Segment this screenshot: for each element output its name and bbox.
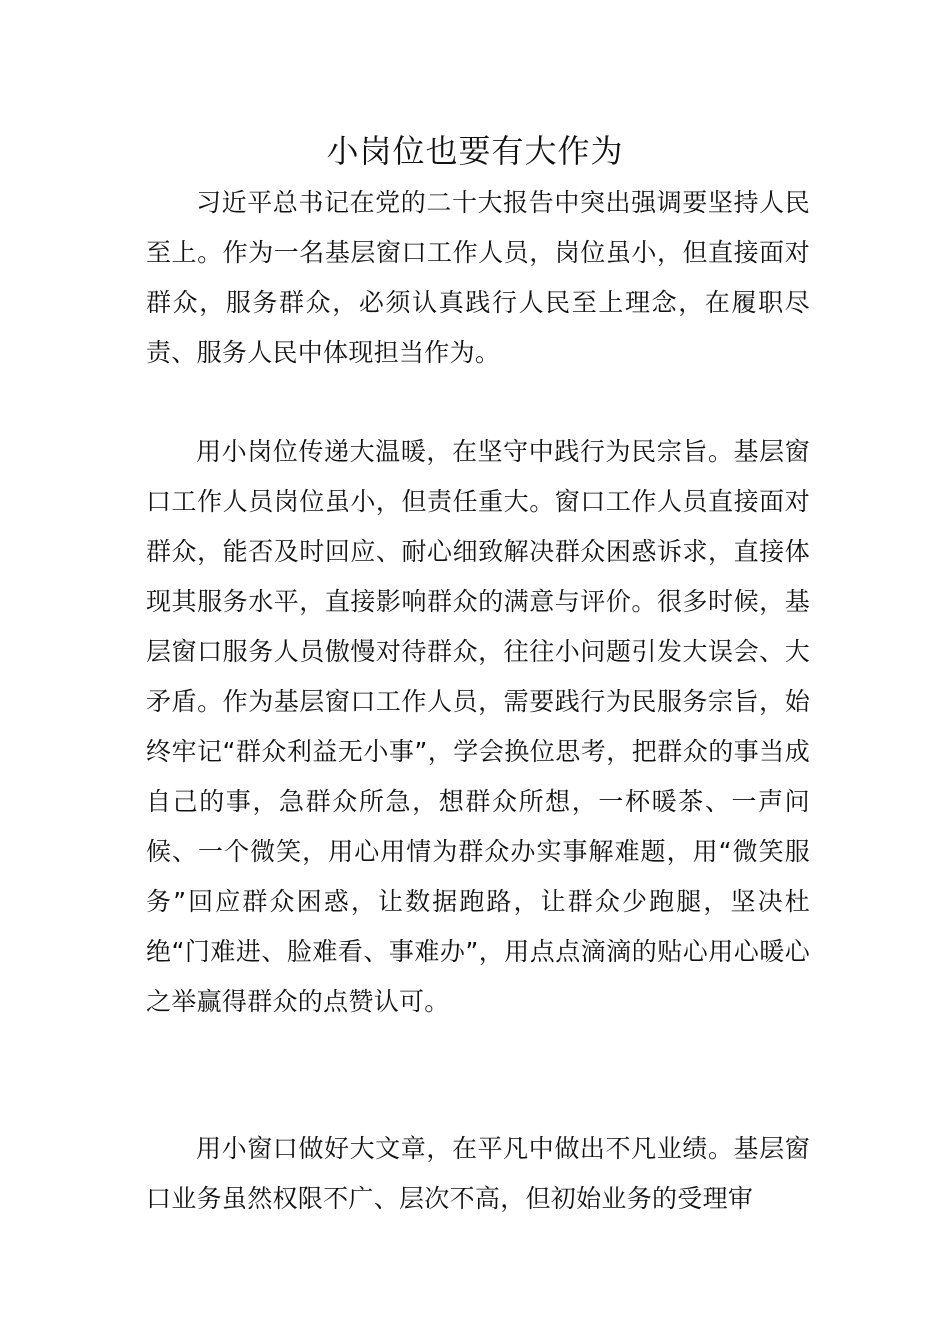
paragraph-2: 用小岗位传递大温暖，在坚守中践行为民宗旨。基层窗口工作人员岗位虽小，但责任重大。窗口工作人员直接面对群众，能否及时回应、耐心细致解决群众困惑诉求，直接体现其服务水平，直接影响群众的满意与评价。很多时候，基层窗口服务人员傲慢对待群众，往往小问题引发大误会、大矛盾。作为基层窗口工作人员，需要践行为民服务宗旨，始终牢记“群众利益无小事”，学会换位思考，把群众的事当成自己的事，急群众所急，想群众所想，一杯暖茶、一声问候、一个微笑，用心用情为群众办实事解难题，用“微笑服务”回应群众困惑，让数据跑路，让群众少跑腿，坚决杜绝“门难进、脸难看、事难办”，用点点滴滴的贴心用心暖心之举赢得群众的点赞认可。: [146, 437, 810, 1016]
paragraph-3: 用小窗口做好大文章，在平凡中做出不凡业绩。基层窗口业务虽然权限不广、层次不高，但初始业务的受理审: [146, 1134, 810, 1213]
document-title: 小岗位也要有大作为: [326, 132, 624, 170]
paragraph-1: 习近平总书记在党的二十大报告中突出强调要坚持人民至上。作为一名基层窗口工作人员，岗位虽小，但直接面对群众，服务群众，必须认真践行人民至上理念，在履职尽责、服务人民中体现担当作为。: [146, 188, 810, 367]
